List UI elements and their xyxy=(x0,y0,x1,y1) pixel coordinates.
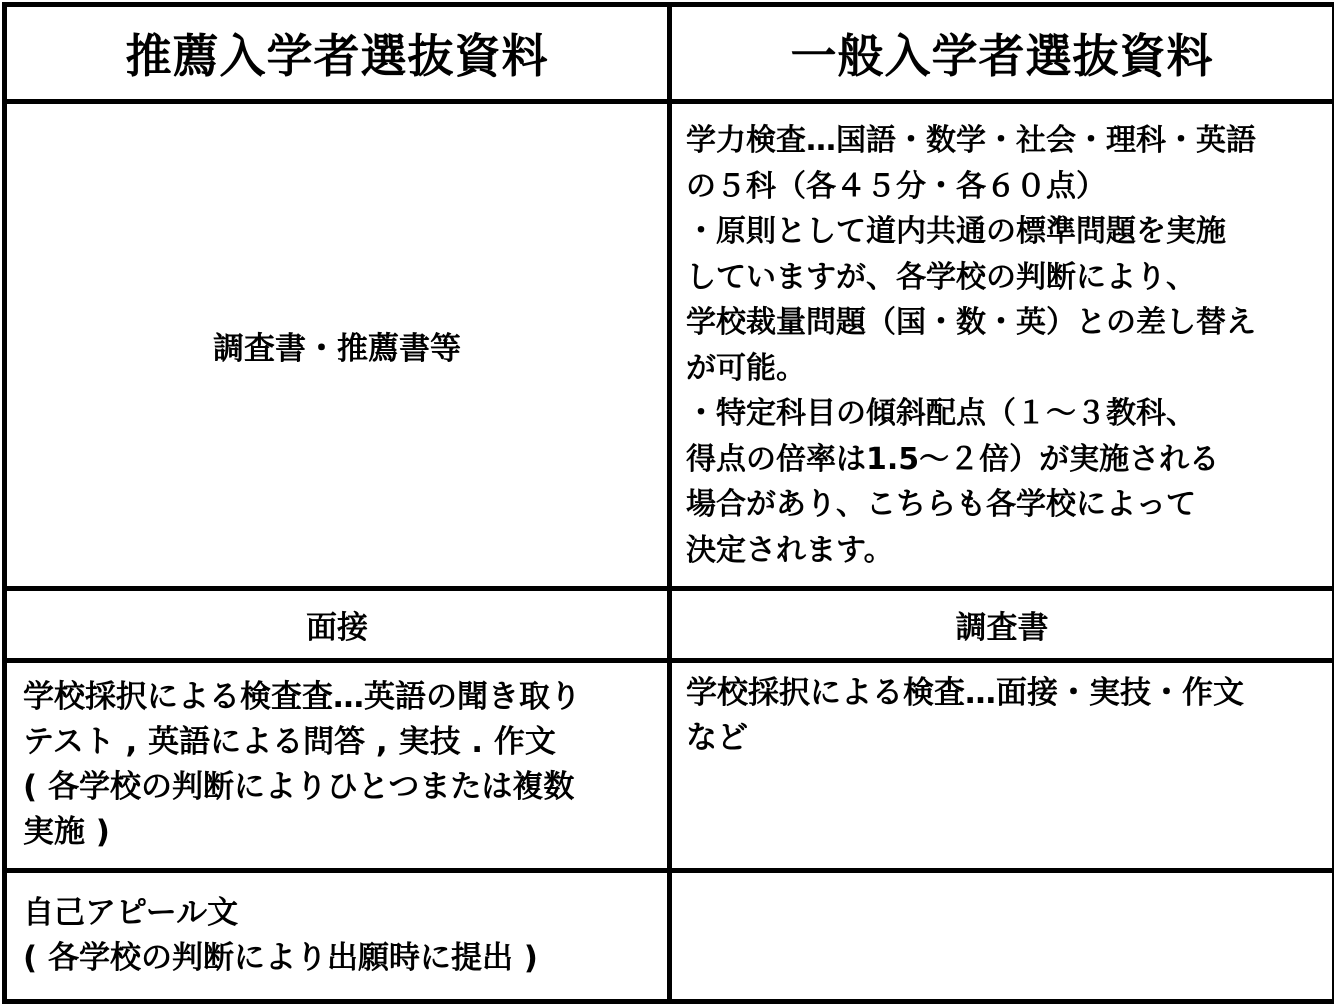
text-line: 得点の倍率は1.5～２倍）が実施される xyxy=(686,437,1324,483)
general-column-header: 一般入学者選抜資料 xyxy=(670,5,1334,102)
text-line: 学校裁量問題（国・数・英）との差し替え xyxy=(686,300,1324,346)
text-line: ・特定科目の傾斜配点（１～３教科、 xyxy=(686,391,1324,437)
comparison-table xyxy=(2,2,1334,1004)
text-line: ( 各学校の判断により出願時に提出 ) xyxy=(23,936,657,981)
general-appeal-cell-empty xyxy=(670,871,1334,1002)
text-line: の５科（各４５分・各６０点） xyxy=(686,164,1324,210)
appeal-row xyxy=(5,871,1334,1002)
documents-row xyxy=(5,102,1334,589)
header-row xyxy=(5,5,1334,102)
text-line: 決定されます。 xyxy=(686,528,1324,574)
text-line: ・原則として道内共通の標準問題を実施 xyxy=(686,209,1324,255)
recommendation-interview-cell: 面接 xyxy=(5,589,670,661)
recommendation-school-exam-cell xyxy=(5,661,670,871)
text-line: 自己アピール文 xyxy=(23,891,657,936)
text-line: など xyxy=(686,716,1322,761)
text-line: 学校採択による検査…面接・実技・作文 xyxy=(686,671,1322,716)
text-line: が可能。 xyxy=(686,346,1324,392)
recommendation-documents-cell: 調査書・推薦書等 xyxy=(5,102,670,589)
text-line: 学力検査…国語・数学・社会・理科・英語 xyxy=(686,118,1324,164)
text-line: 実施 ) xyxy=(23,810,657,855)
text-line: ( 各学校の判断によりひとつまたは複数 xyxy=(23,765,657,810)
general-academic-test-cell xyxy=(670,102,1334,589)
text-line: していますが、各学校の判断により、 xyxy=(686,255,1324,301)
text-line: 場合があり、こちらも各学校によって xyxy=(686,482,1324,528)
recommendation-column-header: 推薦入学者選抜資料 xyxy=(5,5,670,102)
text-line: 学校採択による検査査…英語の聞き取り xyxy=(23,675,657,720)
general-school-exam-cell xyxy=(670,661,1334,871)
recommendation-appeal-cell xyxy=(5,871,670,1002)
school-exam-row xyxy=(5,661,1334,871)
interview-row xyxy=(5,589,1334,661)
text-line: テスト , 英語による問答 , 実技 . 作文 xyxy=(23,720,657,765)
general-report-cell: 調査書 xyxy=(670,589,1334,661)
